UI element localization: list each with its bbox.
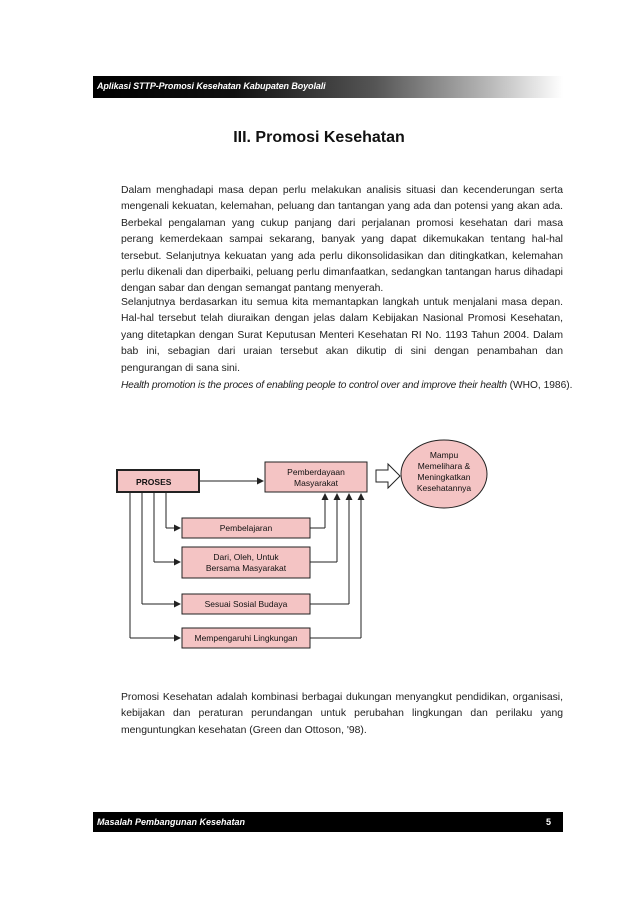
- step-1-label: Pembelajaran: [219, 523, 273, 533]
- outline-arrow-icon: [376, 464, 400, 488]
- footer-bar: [93, 812, 563, 832]
- page-title: III. Promosi Kesehatan: [233, 129, 405, 146]
- pemberdayaan-box: [265, 462, 367, 492]
- step-2-line-2: Bersama Masyarakat: [205, 563, 287, 573]
- outcome-line-4: Kesehatannya: [416, 483, 472, 493]
- pemberdayaan-line-1: Pemberdayaan: [287, 467, 345, 477]
- proses-label: PROSES: [136, 477, 172, 487]
- step-2-line-1: Dari, Oleh, Untuk: [213, 552, 279, 562]
- proses-box: [117, 470, 199, 492]
- footer-title: Masalah Pembangunan Kesehatan: [97, 817, 246, 827]
- step-4-label: Mempengaruhi Lingkungan: [194, 633, 298, 643]
- page-number: 5: [545, 817, 551, 827]
- header-title: Aplikasi STTP-Promosi Kesehatan Kabupaten Boyolali: [97, 81, 326, 91]
- promotion-diagram: [110, 432, 490, 654]
- quote: [121, 378, 573, 394]
- header-bar: [93, 76, 563, 98]
- quote-source: (WHO, 1986).: [509, 380, 573, 391]
- left-connectors: [130, 492, 180, 638]
- quote-text: Health promotion is the proces of enabling people to control over and improve their health: [121, 380, 507, 391]
- step-box-dari-oleh-untuk: [182, 547, 310, 578]
- step-3-label: Sesuai Sosial Budaya: [204, 599, 288, 609]
- closing-paragraph: Promosi Kesehatan adalah kombinasi berbagai dukungan menyangkut pendidikan, organisasi, kebijakan dan peraturan perundangan untuk perubahan lingkungan dan perilaku yang menguntungkan kesehatan (Green dan Ottoson, '98).: [121, 692, 563, 736]
- pemberdayaan-line-2: Masyarakat: [294, 478, 338, 488]
- outcome-line-3: Meningkatkan: [417, 472, 471, 482]
- paragraph-2: Selanjutnya berdasarkan itu semua kita memantapkan langkah untuk menjalani masa depan. Hal-hal tersebut telah diuraikan dengan jelas dalam Kebijakan Nasional Promosi Kesehatan, yang ditetapkan dengan Surat Keputusan Menteri Kesehatan RI No. 1193 Tahun 2004. Dalam bab ini, sebagian dari uraian tersebut akan dikutip di sini dengan penambahan dan pengurangan di sana sini.: [121, 297, 563, 374]
- paragraph-1: Dalam menghadapi masa depan perlu melakukan analisis situasi dan kecenderungan serta mengenali kekuatan, kelemahan, peluang dan tantangan yang ada dan potensi yang akan ada. Berbekal pengalaman yang cukup panjang dari perjalanan promosi kesehatan dari masa perang kemerdekaan sampai sekarang, banyak yang dapat dikemukakan tentang hal-hal tersebut. Selanjutnya kekuatan yang ada perlu dikonsolidasikan dan ditingkatkan, kelemahan perlu dikenali dan diperbaiki, peluang perlu dimanfaatkan, sedangkan tantangan harus dihadapi dengan sabar dan dengan semangat pantang menyerah.: [121, 185, 563, 295]
- right-connectors: [310, 494, 361, 638]
- step-box-sesuai-sosial-budaya: [182, 594, 310, 614]
- outcome-ellipse: [401, 440, 487, 508]
- outcome-line-1: Mampu: [429, 450, 459, 460]
- step-box-pembelajaran: [182, 518, 310, 538]
- step-box-mempengaruhi-lingkungan: [182, 628, 310, 648]
- outcome-line-2: Memelihara &: [417, 461, 471, 471]
